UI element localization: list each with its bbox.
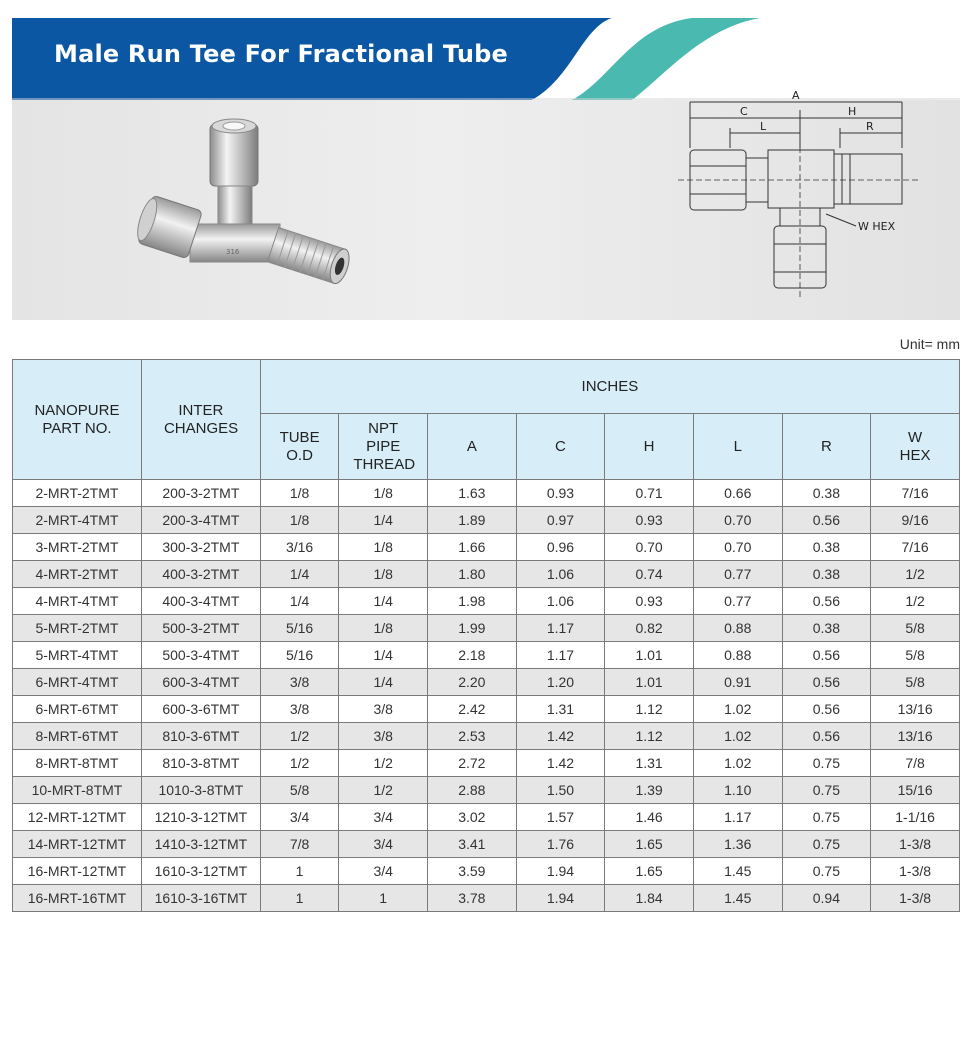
cell: 8-MRT-6TMT — [13, 723, 142, 750]
cell: 5/8 — [871, 642, 960, 669]
cell: 1/4 — [339, 588, 428, 615]
cell: 0.88 — [693, 615, 782, 642]
cell: 1/2 — [339, 777, 428, 804]
cell: 3.78 — [428, 885, 517, 912]
cell: 0.71 — [605, 480, 694, 507]
dim-label-h: H — [848, 105, 857, 118]
cell: 1/8 — [260, 480, 339, 507]
cell: 2.42 — [428, 696, 517, 723]
cell: 1.99 — [428, 615, 517, 642]
cell: 0.91 — [693, 669, 782, 696]
cell: 0.75 — [782, 831, 871, 858]
cell: 1.06 — [516, 561, 605, 588]
dim-label-a: A — [792, 89, 800, 102]
table-row — [13, 480, 960, 507]
cell: 0.88 — [693, 642, 782, 669]
cell: 0.56 — [782, 507, 871, 534]
cell: 0.38 — [782, 480, 871, 507]
cell: 0.82 — [605, 615, 694, 642]
cell: 1.76 — [516, 831, 605, 858]
cell: 1.02 — [693, 696, 782, 723]
cell: 0.75 — [782, 858, 871, 885]
product-image-area — [12, 89, 960, 320]
header-interchanges: INTER CHANGES — [141, 360, 260, 480]
cell: 1.36 — [693, 831, 782, 858]
cell: 5-MRT-2TMT — [13, 615, 142, 642]
cell: 1/8 — [339, 561, 428, 588]
cell: 1610-3-16TMT — [141, 885, 260, 912]
cell: 1.94 — [516, 858, 605, 885]
cell: 10-MRT-8TMT — [13, 777, 142, 804]
cell: 5/16 — [260, 642, 339, 669]
header-part-no: NANOPURE PART NO. — [13, 360, 142, 480]
cell: 1.01 — [605, 642, 694, 669]
cell: 1.02 — [693, 723, 782, 750]
cell: 5/8 — [260, 777, 339, 804]
cell: 1010-3-8TMT — [141, 777, 260, 804]
cell: 2.20 — [428, 669, 517, 696]
cell: 7/8 — [871, 750, 960, 777]
cell: 7/16 — [871, 480, 960, 507]
header-a: A — [428, 414, 517, 480]
header-h: H — [605, 414, 694, 480]
cell: 1.31 — [605, 750, 694, 777]
cell: 15/16 — [871, 777, 960, 804]
header-w-hex: W HEX — [871, 414, 960, 480]
dim-label-l: L — [760, 120, 767, 133]
cell: 1.06 — [516, 588, 605, 615]
cell: 1.63 — [428, 480, 517, 507]
cell: 3/4 — [339, 831, 428, 858]
cell: 0.77 — [693, 561, 782, 588]
cell: 200-3-4TMT — [141, 507, 260, 534]
cell: 2-MRT-4TMT — [13, 507, 142, 534]
cell: 0.97 — [516, 507, 605, 534]
cell: 8-MRT-8TMT — [13, 750, 142, 777]
fitting-photo — [130, 112, 370, 302]
cell: 1.45 — [693, 858, 782, 885]
cell: 810-3-6TMT — [141, 723, 260, 750]
table-row — [13, 831, 960, 858]
cell: 2.72 — [428, 750, 517, 777]
cell: 5/8 — [871, 669, 960, 696]
cell: 1/2 — [871, 588, 960, 615]
cell: 0.56 — [782, 588, 871, 615]
cell: 1.17 — [516, 642, 605, 669]
cell: 1.98 — [428, 588, 517, 615]
cell: 2.53 — [428, 723, 517, 750]
cell: 1.84 — [605, 885, 694, 912]
cell: 16-MRT-16TMT — [13, 885, 142, 912]
cell: 1/2 — [260, 750, 339, 777]
table-row — [13, 561, 960, 588]
table-row — [13, 642, 960, 669]
table-row — [13, 696, 960, 723]
cell: 1.31 — [516, 696, 605, 723]
cell: 0.38 — [782, 615, 871, 642]
cell: 0.93 — [516, 480, 605, 507]
cell: 1210-3-12TMT — [141, 804, 260, 831]
cell: 1 — [260, 885, 339, 912]
table-row — [13, 885, 960, 912]
cell: 1/4 — [339, 642, 428, 669]
header-npt-pipe-thread: NPT PIPE THREAD — [339, 414, 428, 480]
photo-stamp: 316 — [226, 248, 240, 256]
table-row — [13, 858, 960, 885]
cell: 1.01 — [605, 669, 694, 696]
cell: 1-3/8 — [871, 858, 960, 885]
cell: 3.02 — [428, 804, 517, 831]
cell: 810-3-8TMT — [141, 750, 260, 777]
cell: 0.56 — [782, 669, 871, 696]
cell: 1.45 — [693, 885, 782, 912]
cell: 1.39 — [605, 777, 694, 804]
cell: 16-MRT-12TMT — [13, 858, 142, 885]
cell: 13/16 — [871, 723, 960, 750]
cell: 5-MRT-4TMT — [13, 642, 142, 669]
cell: 1.89 — [428, 507, 517, 534]
cell: 1.17 — [516, 615, 605, 642]
cell: 1/4 — [260, 588, 339, 615]
cell: 400-3-4TMT — [141, 588, 260, 615]
cell: 1.42 — [516, 723, 605, 750]
cell: 1/4 — [260, 561, 339, 588]
cell: 0.66 — [693, 480, 782, 507]
cell: 1.94 — [516, 885, 605, 912]
cell: 2-MRT-2TMT — [13, 480, 142, 507]
cell: 500-3-4TMT — [141, 642, 260, 669]
cell: 1/2 — [871, 561, 960, 588]
table-row — [13, 615, 960, 642]
spec-table — [12, 359, 960, 912]
page-title: Male Run Tee For Fractional Tube — [54, 40, 508, 68]
cell: 7/16 — [871, 534, 960, 561]
header-tube-od: TUBE O.D — [260, 414, 339, 480]
cell: 3.59 — [428, 858, 517, 885]
cell: 0.74 — [605, 561, 694, 588]
cell: 5/16 — [260, 615, 339, 642]
cell: 0.77 — [693, 588, 782, 615]
cell: 3/4 — [339, 804, 428, 831]
header-c: C — [516, 414, 605, 480]
table-row — [13, 723, 960, 750]
cell: 1.12 — [605, 723, 694, 750]
cell: 3/8 — [339, 696, 428, 723]
cell: 3/4 — [339, 858, 428, 885]
cell: 3/8 — [339, 723, 428, 750]
cell: 1.17 — [693, 804, 782, 831]
cell: 1.80 — [428, 561, 517, 588]
cell: 1/8 — [260, 507, 339, 534]
cell: 600-3-6TMT — [141, 696, 260, 723]
cell: 1610-3-12TMT — [141, 858, 260, 885]
cell: 1.02 — [693, 750, 782, 777]
cell: 2.18 — [428, 642, 517, 669]
cell: 1-1/16 — [871, 804, 960, 831]
cell: 1.65 — [605, 858, 694, 885]
table-row — [13, 777, 960, 804]
cell: 4-MRT-2TMT — [13, 561, 142, 588]
table-row — [13, 534, 960, 561]
cell: 13/16 — [871, 696, 960, 723]
cell: 1.65 — [605, 831, 694, 858]
cell: 1-3/8 — [871, 885, 960, 912]
table-row — [13, 669, 960, 696]
cell: 0.75 — [782, 804, 871, 831]
table-row — [13, 750, 960, 777]
cell: 3.41 — [428, 831, 517, 858]
cell: 1.66 — [428, 534, 517, 561]
cell: 200-3-2TMT — [141, 480, 260, 507]
cell: 1 — [260, 858, 339, 885]
cell: 2.88 — [428, 777, 517, 804]
cell: 1.50 — [516, 777, 605, 804]
header-r: R — [782, 414, 871, 480]
cell: 0.75 — [782, 750, 871, 777]
cell: 1 — [339, 885, 428, 912]
cell: 0.56 — [782, 642, 871, 669]
cell: 500-3-2TMT — [141, 615, 260, 642]
cell: 0.96 — [516, 534, 605, 561]
cell: 1/8 — [339, 534, 428, 561]
cell: 1410-3-12TMT — [141, 831, 260, 858]
cell: 3/8 — [260, 669, 339, 696]
cell: 1/2 — [339, 750, 428, 777]
cell: 1-3/8 — [871, 831, 960, 858]
cell: 0.70 — [605, 534, 694, 561]
cell: 1/4 — [339, 669, 428, 696]
table-row — [13, 804, 960, 831]
cell: 1.57 — [516, 804, 605, 831]
cell: 0.93 — [605, 507, 694, 534]
cell: 0.38 — [782, 534, 871, 561]
cell: 0.75 — [782, 777, 871, 804]
cell: 14-MRT-12TMT — [13, 831, 142, 858]
cell: 3-MRT-2TMT — [13, 534, 142, 561]
unit-label: Unit= mm — [899, 336, 960, 352]
cell: 300-3-2TMT — [141, 534, 260, 561]
header-inches: INCHES — [260, 360, 959, 414]
cell: 1.10 — [693, 777, 782, 804]
cell: 0.56 — [782, 696, 871, 723]
cell: 1/8 — [339, 480, 428, 507]
cell: 1.20 — [516, 669, 605, 696]
table-row — [13, 507, 960, 534]
cell: 600-3-4TMT — [141, 669, 260, 696]
cell: 6-MRT-4TMT — [13, 669, 142, 696]
cell: 5/8 — [871, 615, 960, 642]
table-row — [13, 588, 960, 615]
cell: 12-MRT-12TMT — [13, 804, 142, 831]
cell: 3/8 — [260, 696, 339, 723]
header-l: L — [693, 414, 782, 480]
cell: 3/16 — [260, 534, 339, 561]
cell: 1.42 — [516, 750, 605, 777]
cell: 3/4 — [260, 804, 339, 831]
cell: 0.70 — [693, 534, 782, 561]
cell: 9/16 — [871, 507, 960, 534]
dim-label-r: R — [866, 120, 874, 133]
cell: 400-3-2TMT — [141, 561, 260, 588]
cell: 1/4 — [339, 507, 428, 534]
dim-label-w-hex: W HEX — [858, 220, 896, 233]
cell: 1.12 — [605, 696, 694, 723]
cell: 0.56 — [782, 723, 871, 750]
cell: 6-MRT-6TMT — [13, 696, 142, 723]
cell: 1/2 — [260, 723, 339, 750]
dimension-drawing — [670, 88, 930, 300]
cell: 0.38 — [782, 561, 871, 588]
cell: 0.70 — [693, 507, 782, 534]
cell: 7/8 — [260, 831, 339, 858]
dim-label-c: C — [740, 105, 748, 118]
cell: 1/8 — [339, 615, 428, 642]
cell: 1.46 — [605, 804, 694, 831]
cell: 0.94 — [782, 885, 871, 912]
cell: 4-MRT-4TMT — [13, 588, 142, 615]
cell: 0.93 — [605, 588, 694, 615]
